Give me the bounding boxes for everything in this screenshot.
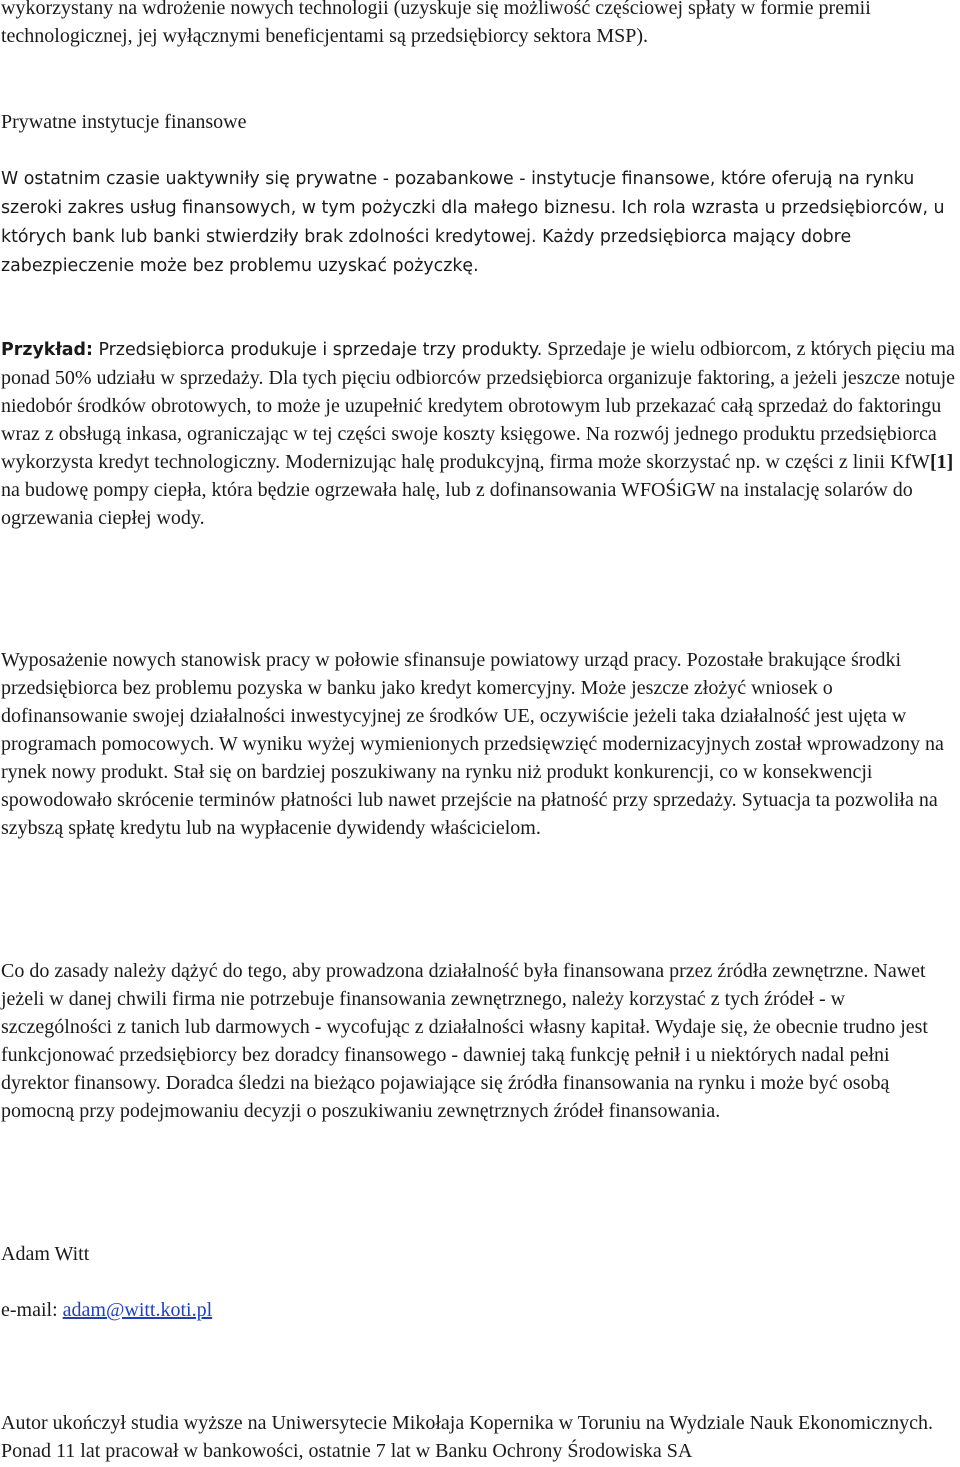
section-heading-text: Prywatne instytucje finansowe — [1, 111, 247, 133]
example-lead: Przedsiębiorca produkuje i sprzedaje trzy produkty. — [92, 340, 543, 360]
author-bio-paragraph — [1, 1409, 957, 1465]
private-institutions-paragraph — [1, 164, 957, 280]
intro-paragraph — [1, 0, 957, 50]
external-financing-paragraph — [1, 957, 957, 1125]
private-text-b: Ich rola wzrasta u przedsiębiorców, u których bank lub banki stwierdziły brak zdolności kredytowej. — [1, 198, 945, 247]
external-text: Co do zasady należy dążyć do tego, aby prowadzona działalność była finansowana przez źródła zewnętrzne. Nawet jeżeli w danej chwili firma nie potrzebuje finansowania zewnętrznego, należy korzystać z tych źródeł - w szczególności z tanich lub darmowych - wycofując z działalności własny kapitał. Wydaje się, że obecnie trudno jest funkcjonować przedsiębiorcy bez doradcy finansowego - dawniej taką funkcję pełnił i u niektórych nadal pełni dyrektor finansowy. Doradca śledzi na bieżąco pojawiające się źródła finansowania na rynku i może być osobą pomocną przy podejmowaniu decyzji o poszukiwaniu zewnętrznych źródeł finansowania. — [1, 960, 928, 1122]
section-heading-private-institutions — [1, 108, 957, 136]
author-name — [1, 1240, 957, 1268]
author-bio-text: Autor ukończył studia wyższe na Uniwersytecie Mikołaja Kopernika w Toruniu na Wydziale Nauk Ekonomicznych. Ponad 11 lat pracował w bankowości, ostatnie 7 lat w Banku Ochrony Środowiska SA — [1, 1412, 933, 1462]
example-label: Przykład: — [1, 340, 93, 360]
example-text-b: na budowę pompy ciepła, która będzie ogrzewała halę, lub z dofinansowania WFOŚiGW na instalację solarów do ogrzewania ciepłej wody. — [1, 479, 913, 529]
email-label: e-mail: — [1, 1299, 63, 1321]
email-link[interactable]: adam@witt.koti.pl — [62, 1299, 213, 1321]
example-text-a: Sprzedaje je wielu odbiorcom, z których pięciu ma ponad 50% udziału w sprzedaży. Dla tych pięciu odbiorców przedsiębiorca organizuje faktoring, a jeżeli jeszcze notuje niedobór środków obrotowych, to może je uzupełnić kredytem obrotowym lub przekazać całą sprzedaż do faktoringu wraz z obsługą inkasa, ograniczając w tej części swoje koszty księgowe. Na rozwój jednego produktu przedsiębiorca wykorzysta kredyt technologiczny. Modernizując halę produkcyjną, firma może skorzystać np. w części z linii KfW — [1, 338, 956, 473]
private-text-a: W ostatnim czasie uaktywniły się prywatne - pozabankowe - instytucje finansowe, które oferują na rynku szeroki zakres usług finansowych, w tym pożyczki dla małego biznesu. — [1, 169, 915, 218]
equipment-text: Wyposażenie nowych stanowisk pracy w połowie sfinansuje powiatowy urząd pracy. Pozostałe brakujące środki przedsiębiorca bez problemu pozyska w banku jako kredyt komercyjny. Może jeszcze złożyć wniosek o dofinansowanie swojej działalności inwestycyjnej ze środków UE, oczywiście jeżeli taka działalność jest ujęta w programach pomocowych. W wyniku wyżej wymienionych przedsięwzięć modernizacyjnych został wprowadzony na rynek nowy produkt. Stał się on bardziej poszukiwany na rynku niż produkt konkurencji, co w konsekwencji spowodowało skrócenie terminów płatności lub nawet przejście na płatność przy sprzedaży. Sytuacja ta pozwoliła na szybszą spłatę kredytu lub na wypłacenie dywidendy właścicielom. — [1, 649, 944, 839]
author-email-line — [1, 1296, 957, 1324]
intro-text: wykorzystany na wdrożenie nowych technologii (uzyskuje się możliwość częściowej spłaty w formie premii technologicznej, jej wyłącznymi beneficjentami są przedsiębiorcy sektora MSP). — [1, 0, 871, 47]
private-text-c: Każdy przedsiębiorca mający dobre zabezpieczenie może bez problemu uzyskać pożyczkę. — [1, 227, 852, 276]
equipment-paragraph — [1, 646, 957, 842]
author-name-text: Adam Witt — [1, 1243, 90, 1265]
footnote-ref[interactable]: [1] — [929, 451, 954, 473]
example-paragraph — [1, 335, 957, 532]
